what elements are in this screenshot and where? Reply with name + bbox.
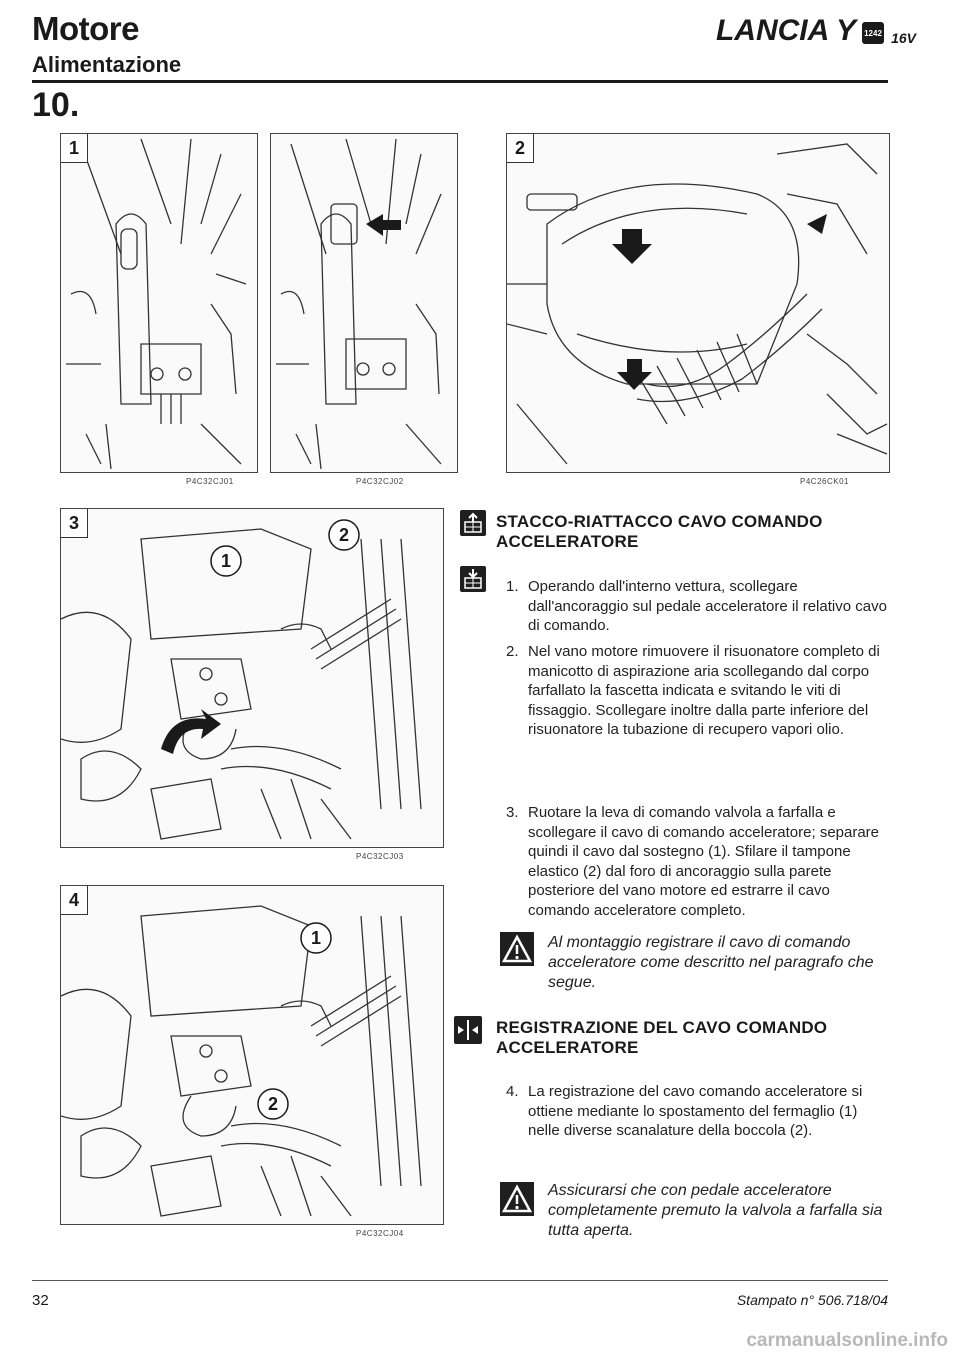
removal-icon: [460, 510, 486, 536]
watermark: carmanualsonline.info: [746, 1330, 948, 1351]
figure-code: P4C32CJ02: [356, 477, 404, 486]
section2-heading-line2: ACCELERATORE: [496, 1038, 639, 1057]
figure-code: P4C32CJ03: [356, 852, 404, 861]
chapter-title: Motore: [32, 10, 139, 47]
step-item: [506, 642, 888, 794]
step-number: 1.: [506, 578, 519, 595]
figure-1b-illustration: [271, 134, 457, 472]
callout-label: 2: [267, 1094, 279, 1114]
refit-icon: [460, 566, 486, 592]
figure-1b: [270, 133, 458, 473]
step-text: Ruotare la leva di comando valvola a farfalla e scollegare il cavo di comando acceleratore; separare quindi il cavo dal sostegno (1). Sfilare il tampone elastico (2) dal foro di ancoraggio sulla parete posteriore del vano motore ed estrarre il cavo comando acceleratore completo.: [528, 804, 880, 919]
warning-icon: [500, 932, 534, 966]
section-number: 10.: [32, 86, 80, 124]
step-number: 2.: [506, 643, 519, 660]
figure-number: 1: [61, 134, 88, 163]
callout-label: 2: [338, 525, 350, 545]
figure-code: P4C32CJ04: [356, 1229, 404, 1238]
valves-label: 16V: [891, 30, 916, 46]
step-item: [506, 577, 888, 637]
step-text: Nel vano motore rimuovere il risuonatore completo di manicotto di aspirazione aria scollegando dal corpo farfallato la fascetta indicata e svitando le viti di fissaggio. Scollegare inoltre dalla parte inferiore del risuonatore la tubazione di recupero vapori olio.: [528, 643, 880, 738]
section1-heading-line1: STACCO-RIATTACCO CAVO COMANDO: [496, 512, 823, 531]
section2-heading-line1: REGISTRAZIONE DEL CAVO COMANDO: [496, 1018, 828, 1037]
figure-2-illustration: [507, 134, 889, 472]
chapter-subtitle: Alimentazione: [32, 52, 182, 77]
print-reference: Stampato n° 506.718/04: [736, 1292, 888, 1308]
adjustment-icon: [454, 1016, 482, 1044]
figure-2: [506, 133, 890, 473]
figure-3-illustration: [61, 509, 443, 847]
step-text: Operando dall'interno vettura, scollegare dall'ancoraggio sul pedale acceleratore il relativo cavo di comando.: [528, 578, 887, 634]
callout-label: 1: [310, 928, 322, 948]
note-text: Al montaggio registrare il cavo di comando acceleratore come descritto nel paragrafo che segue.: [548, 934, 874, 991]
figure-number: 2: [507, 134, 534, 163]
brand-title: LANCIA Y: [715, 14, 856, 47]
step-number: 3.: [506, 804, 519, 821]
page-number: 32: [32, 1292, 49, 1309]
step-item: [506, 1082, 888, 1162]
header-rule: [32, 80, 888, 83]
figure-4-illustration: [61, 886, 443, 1224]
note-text: Assicurarsi che con pedale acceleratore completamente premuto la valvola a farfalla sia tutta aperta.: [548, 1182, 883, 1239]
section1-heading-line2: ACCELERATORE: [496, 532, 639, 551]
figure-3: [60, 508, 444, 848]
figure-code: P4C26CK01: [800, 477, 849, 486]
figure-1-illustration: [61, 134, 257, 472]
figure-code: P4C32CJ01: [186, 477, 234, 486]
footer-rule: [32, 1280, 888, 1281]
step-number: 4.: [506, 1083, 519, 1100]
figure-number: 3: [61, 509, 88, 538]
engine-badge: 1242: [862, 22, 884, 44]
figure-number: 4: [61, 886, 88, 915]
warning-icon: [500, 1182, 534, 1216]
figure-4: [60, 885, 444, 1225]
callout-label: 1: [220, 551, 232, 571]
step-text: La registrazione del cavo comando acceleratore si ottiene mediante lo spostamento del fermaglio (1) nelle diverse scanalature della boccola (2).: [528, 1083, 863, 1139]
figure-1: [60, 133, 258, 473]
